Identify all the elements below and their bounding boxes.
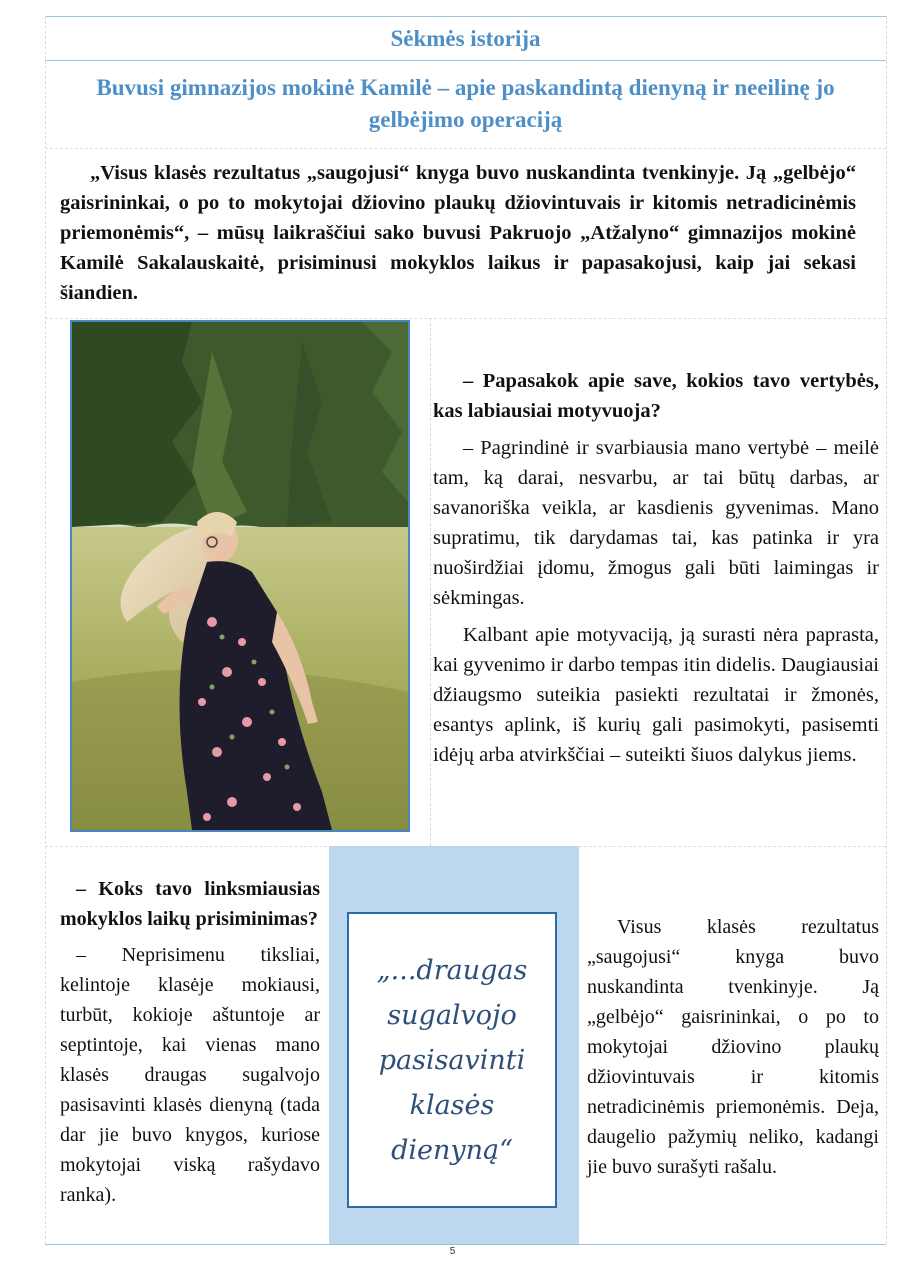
photo-column-divider <box>430 318 431 846</box>
bottom-rule <box>45 1244 886 1245</box>
answer-1-paragraph-2: Kalbant apie motyvaciją, ją surasti nėra paprasta, kai gyvenimo ir darbo tempas itin didelis. Daugiausiai džiaugsmo suteikia pasiekti rezultatai ir žmonės, esantys aplink, iš kurių gali pasimokyti, pasisemti idėjų arba atvirkščiai – suteikti šiuos dalykus jiems. <box>433 624 879 766</box>
page-number: 5 <box>449 1246 456 1257</box>
article-lead: „Visus klasės rezultatus „saugojusi“ knyga buvo nuskandinta tvenkinyje. Ją „gelbėjo“ gaisrininkai, o po to mokytojai džiovino plaukų džiovintuvais ir kitomis netradicinėmis priemonėmis“, – mūsų laikraščiui sako buvusi Pakruojo „Atžalyno“ gimnazijos mokinė Kamilė Sakalauskaitė, prisiminusi mokyklos laikus ir papasakojusi, kaip jai sekasi šiandien. <box>60 162 856 304</box>
answer-2: – Neprisimenu tiksliai, kelintoje klasėje mokiausi, turbūt, kokioje aštuntoje ar septintoje, kai vienas mano klasės draugas sugalvojo pasisavinti klasės dienyną (tada dar jie buvo knygos, kuriose mokytojai viską rašydavo ranka). <box>60 944 320 1206</box>
headline-divider <box>45 148 886 149</box>
top-rule <box>45 16 886 17</box>
title-rule <box>45 60 886 61</box>
right-border <box>886 16 887 1244</box>
question-1: – Papasakok apie save, kokios tavo vertybės, kas labiausiai motyvuoja? <box>433 370 879 422</box>
interview-block-1 <box>433 366 879 777</box>
question-2: – Koks tavo linksmiausias mokyklos laikų prisiminimas? <box>60 878 320 930</box>
portrait-photo <box>70 320 410 832</box>
left-border <box>45 16 46 1244</box>
section-title: Sėkmės istorija <box>390 26 541 51</box>
pull-quote-box <box>347 912 557 1208</box>
answer-1-paragraph-1: – Pagrindinė ir svarbiausia mano vertybė – meilė tam, ką darai, nesvarbu, ar tai būtų darbas, ar savanoriška veikla, ar kasdienis gyvenimas. Mano supratimu, tik darydamas tai, kas patinka ir yra nuoširdžiai įdomu, žmogus gali būti laimingas ir sėkmingas. <box>433 437 879 609</box>
pull-quote: „...draugas sugalvojo pasisavinti klasės dienyną“ <box>376 954 528 1166</box>
interview-block-2 <box>60 874 320 1216</box>
article-headline: Buvusi gimnazijos mokinė Kamilė – apie paskandintą dienyną ir neeilinę jo gelbėjimo operaciją <box>96 75 835 132</box>
lead-divider <box>45 318 886 319</box>
side-column-text: Visus klasės rezultatus „saugojusi“ knyga buvo nuskandinta tvenkinyje. Ją „gelbėjo“ gaisrininkai, o po to mokytojai džiovino plaukų džiovintuvais ir kitomis netradicinėmis priemonėmis. Deja, daugelio pažymių neliko, kadangi jie buvo surašyti rašalu. <box>587 916 879 1178</box>
